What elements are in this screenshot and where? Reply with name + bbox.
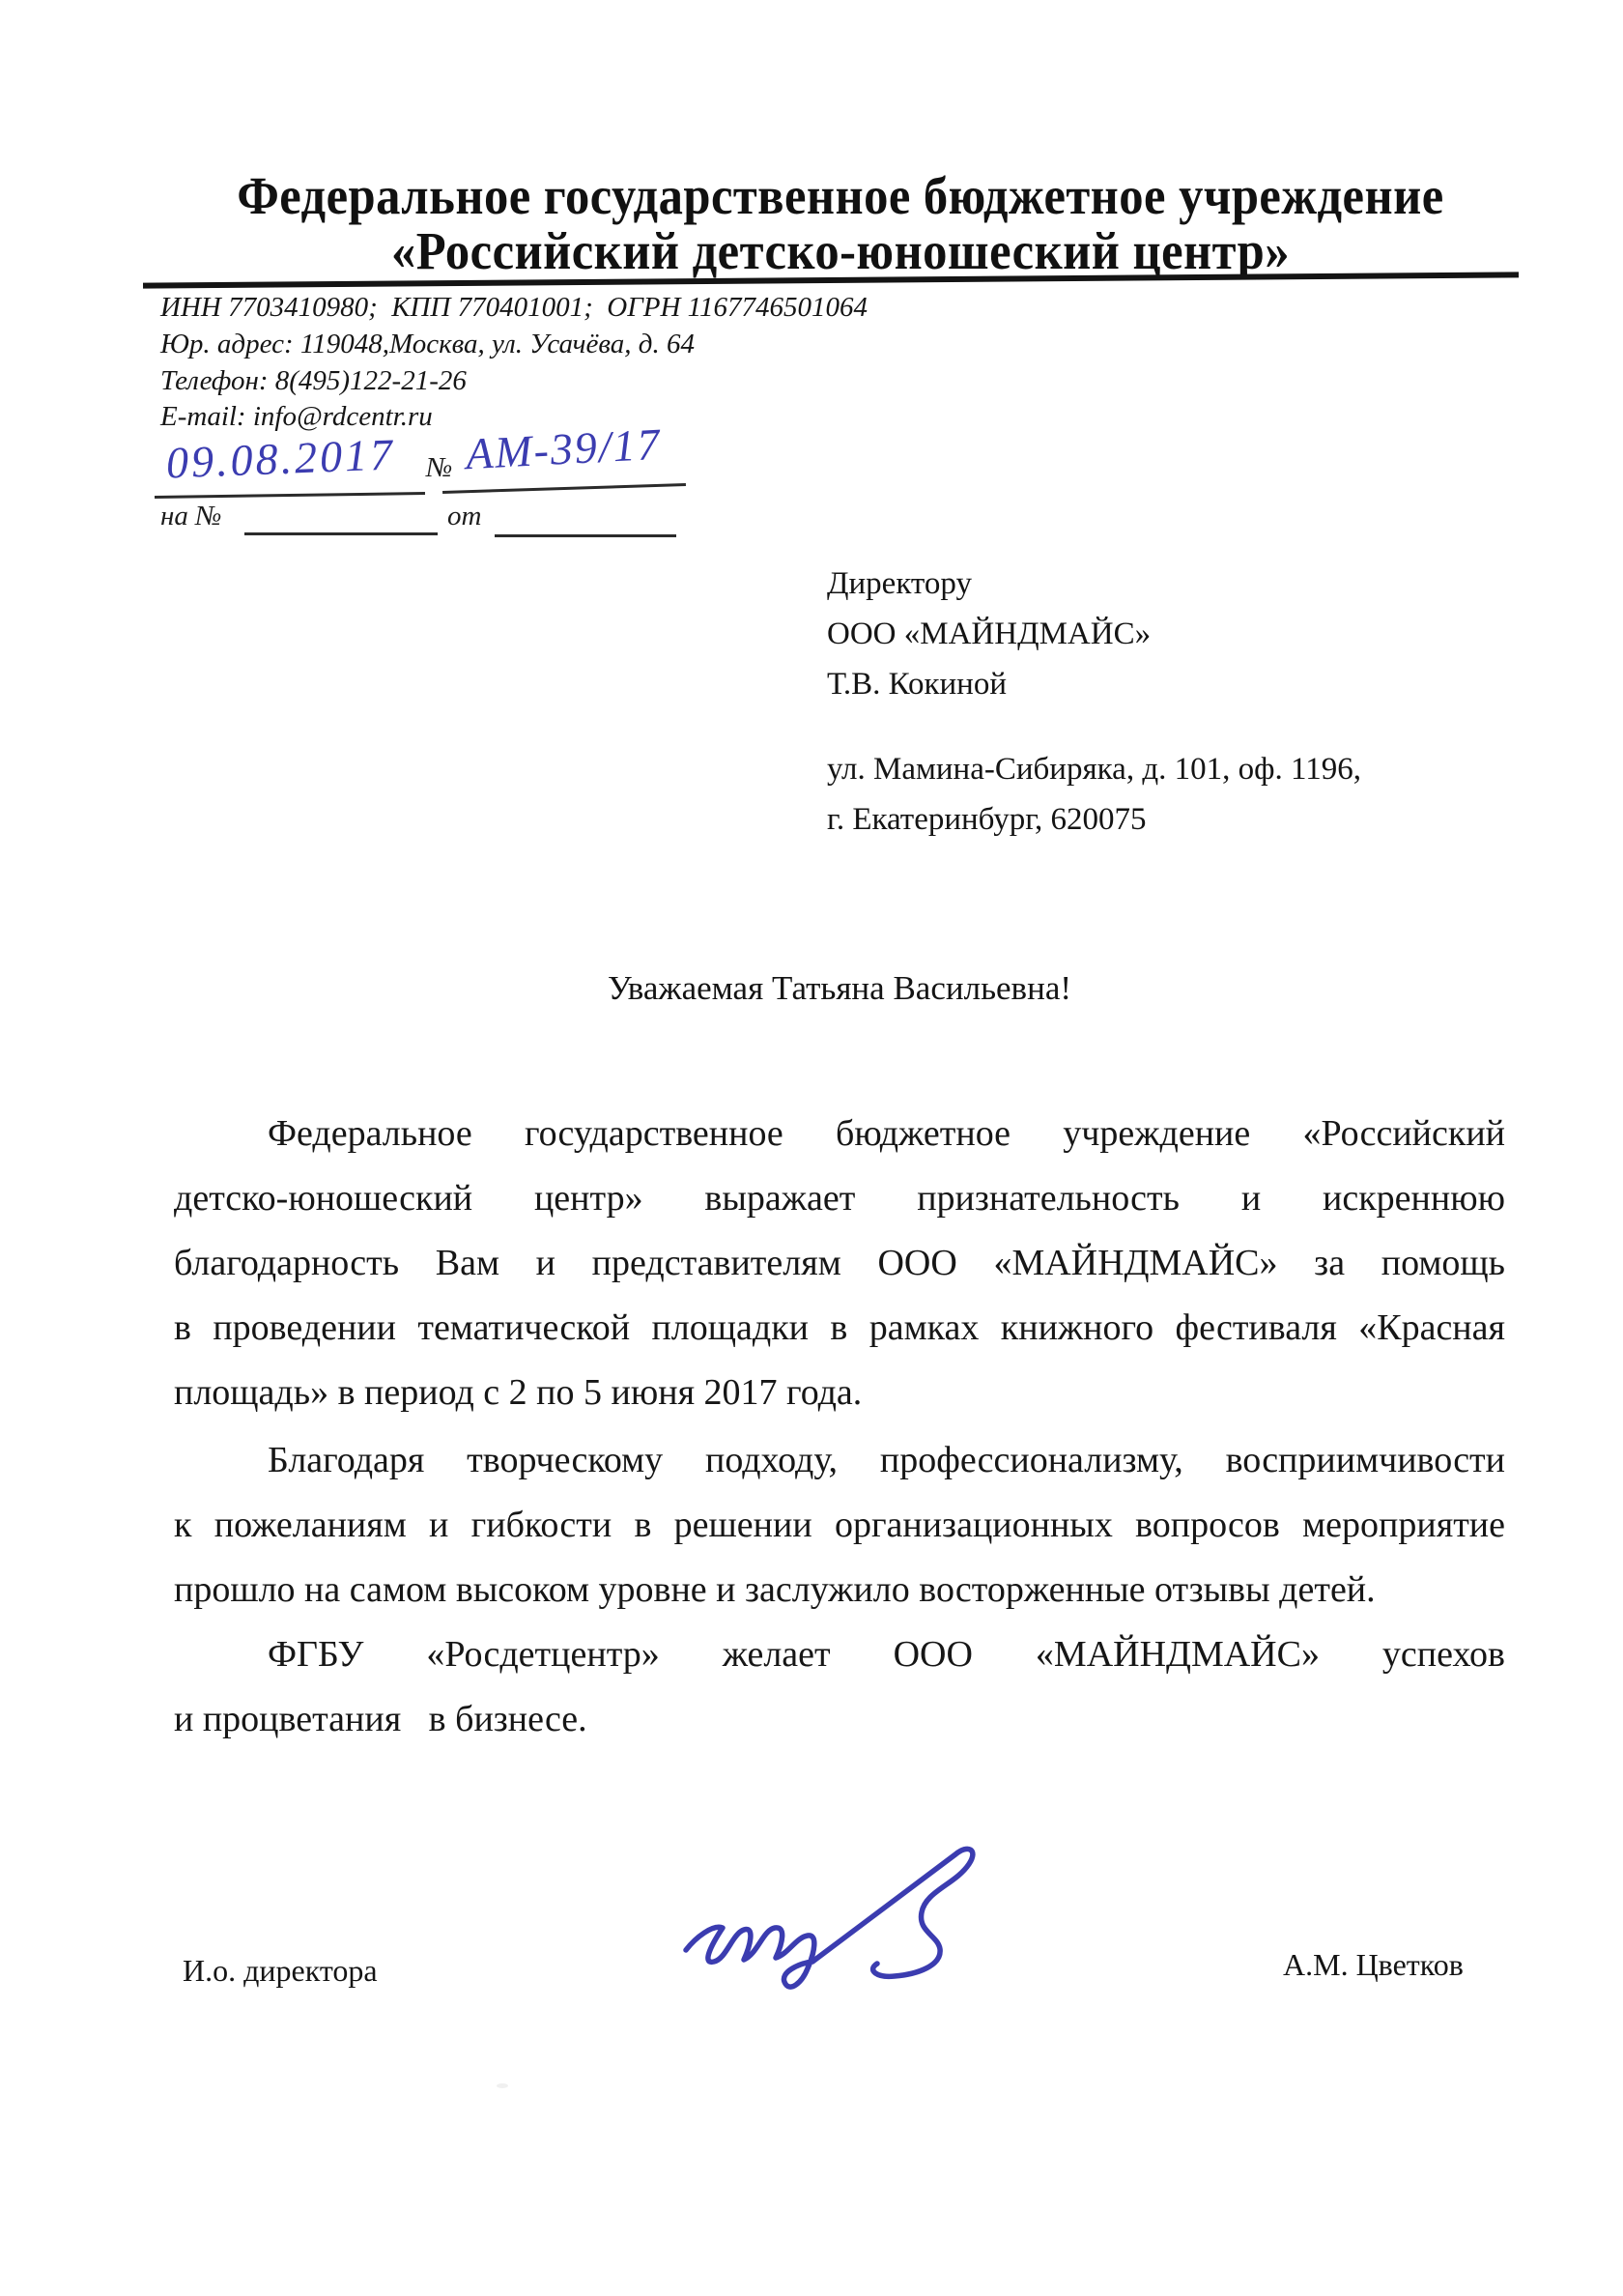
body-paragraph-2 [174, 1428, 1505, 1622]
outgoing-number-handwritten: АМ-39/17 [464, 418, 663, 479]
salutation: Уважаемая Татьяна Васильевна! [607, 969, 1072, 1007]
body-paragraph-1 [174, 1102, 1505, 1425]
body-line: прошло на самом высоком уровне и заслужило восторженные отзывы детей. [174, 1569, 1376, 1610]
body-line: Благодаря творческому подходу, профессионализму, восприимчивости [268, 1440, 1505, 1480]
recipient-person: Т.В. Кокиной [827, 667, 1007, 702]
body-line: детско-юношеский центр» выражает признательность и искреннюю [174, 1178, 1505, 1219]
handwritten-signature [618, 1829, 1034, 2037]
signer-name: А.М. Цветков [1283, 1947, 1464, 1982]
outgoing-date-handwritten: 09.08.2017 [165, 429, 396, 488]
date-underline [155, 492, 425, 499]
reply-date-label: от [447, 501, 482, 531]
recipient-street-line: ул. Мамина-Сибиряка, д. 101, оф. 1196, [827, 752, 1362, 787]
body-line: и процветания в бизнесе. [174, 1699, 587, 1739]
body-line: Федеральное государственное бюджетное учреждение «Российский [268, 1113, 1505, 1154]
body-line: ФГБУ «Росдетцентр» желает ООО «МАЙНДМАЙС» успехов [268, 1634, 1505, 1675]
recipient-city-line: г. Екатеринбург, 620075 [827, 802, 1147, 837]
body-line: площадь» в период с 2 по 5 июня 2017 года. [174, 1372, 863, 1413]
recipient-company: ООО «МАЙНДМАЙС» [827, 617, 1152, 651]
number-underline [442, 483, 686, 494]
body-paragraph-3 [174, 1622, 1505, 1752]
reply-date-blank-underline [495, 534, 676, 537]
email-line: E-mail: info@rdcentr.ru [160, 401, 433, 432]
body-line: благодарность Вам и представителям ООО «МАЙНДМАЙС» за помощь [174, 1243, 1505, 1283]
number-sign: № [426, 452, 453, 483]
recipient-block [827, 559, 1151, 709]
legal-address-line: Юр. адрес: 119048,Москва, ул. Усачёва, д. 64 [160, 329, 695, 359]
org-name-line-2: «Российский детско-юношеский центр» [391, 221, 1290, 280]
scan-artifact-speck [497, 2083, 508, 2088]
signer-position-title: И.о. директора [183, 1953, 378, 1988]
body-line: к пожеланиям и гибкости в решении организационных вопросов мероприятие [174, 1505, 1505, 1545]
org-name-line-1: Федеральное государственное бюджетное учреждение [237, 166, 1444, 225]
recipient-title: Директору [827, 566, 972, 601]
phone-line: Телефон: 8(495)122-21-26 [160, 365, 467, 396]
reply-to-number-label: на № [160, 501, 222, 531]
inn-kpp-ogrn-line: ИНН 7703410980; КПП 770401001; ОГРН 1167746501064 [160, 292, 868, 323]
reply-number-blank-underline [244, 532, 438, 535]
body-line: в проведении тематической площадки в рамках книжного фестиваля «Красная [174, 1307, 1505, 1348]
recipient-address-block [827, 744, 1361, 845]
